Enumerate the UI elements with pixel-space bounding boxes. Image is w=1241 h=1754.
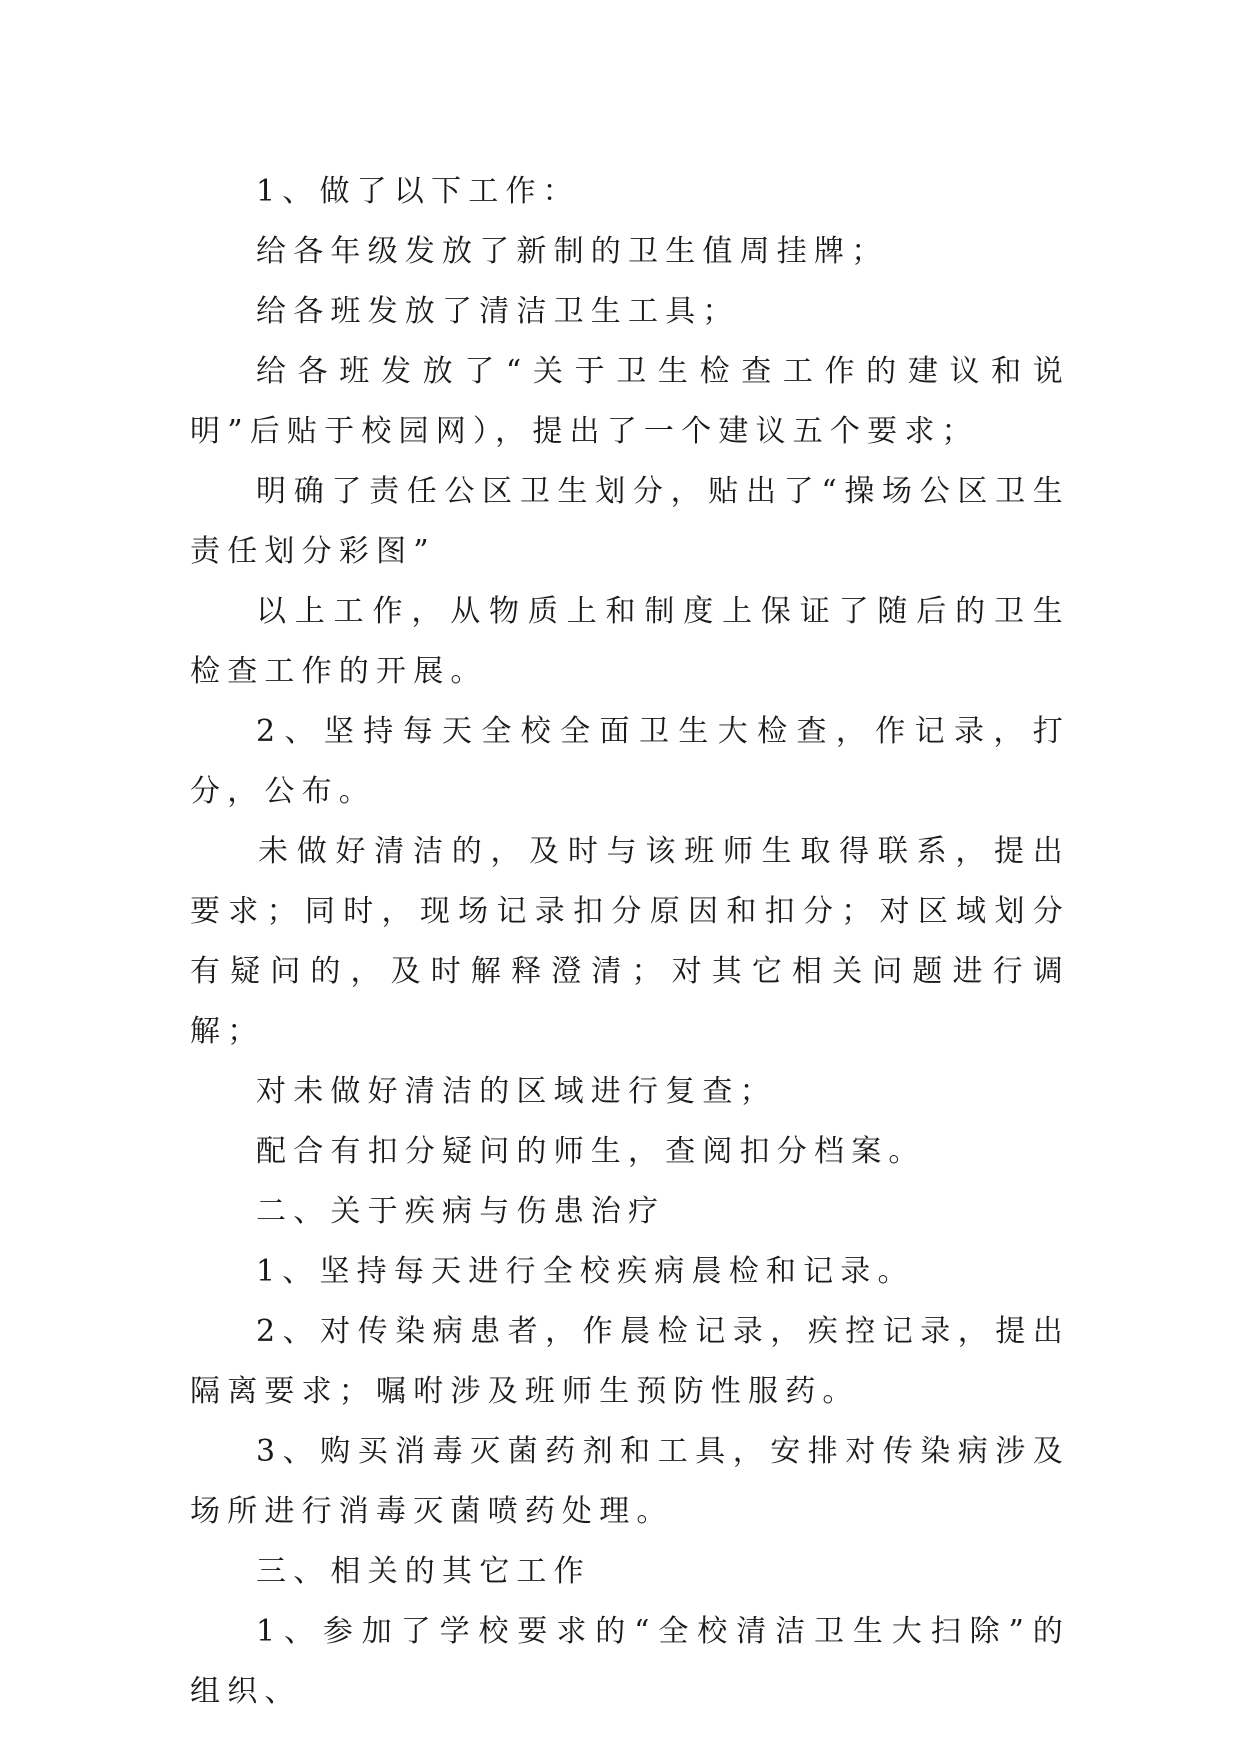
paragraph-duty-badges: 给各年级发放了新制的卫生值周挂牌； <box>256 234 889 269</box>
section-heading-other-work: 三、相关的其它工作 <box>256 1554 591 1589</box>
paragraph-unclean-handling: 未做好清洁的，及时与该班师生取得联系，提出要求；同时，现场记录扣分原因和扣分；对区域划分有疑问的，及时解释澄清；对其它相关问题进行调解； <box>190 834 1070 1049</box>
paragraph-disinfection: 3、购买消毒灭菌药剂和工具，安排对传染病涉及场所进行消毒灭菌喷药处理。 <box>190 1434 1070 1529</box>
paragraph-cleaning-tools: 给各班发放了清洁卫生工具； <box>256 294 740 329</box>
paragraph-score-archive: 配合有扣分疑问的师生，查阅扣分档案。 <box>256 1134 926 1169</box>
paragraph-inspection-suggestions: 给各班发放了“关于卫生检查工作的建议和说明”后贴于校园网），提出了一个建议五个要求； <box>190 354 1070 449</box>
paragraph-work-done: 1、做了以下工作： <box>256 174 580 209</box>
paragraph-cleaning-campaign: 1、参加了学校要求的“全校清洁卫生大扫除”的组织、 <box>190 1614 1070 1709</box>
paragraph-morning-check: 1、坚持每天进行全校疾病晨检和记录。 <box>256 1254 915 1289</box>
paragraph-daily-inspection: 2、坚持每天全校全面卫生大检查，作记录，打分，公布。 <box>190 714 1070 809</box>
section-heading-disease: 二、关于疾病与伤患治疗 <box>256 1194 666 1229</box>
document-body <box>190 162 1070 1722</box>
paragraph-recheck: 对未做好清洁的区域进行复查； <box>256 1074 777 1109</box>
paragraph-guarantee: 以上工作，从物质上和制度上保证了随后的卫生检查工作的开展。 <box>190 594 1070 689</box>
paragraph-area-division: 明确了责任公区卫生划分，贴出了“操场公区卫生责任划分彩图” <box>190 474 1070 569</box>
paragraph-infectious-patients: 2、对传染病患者，作晨检记录，疾控记录，提出隔离要求；嘱咐涉及班师生预防性服药。 <box>190 1314 1070 1409</box>
